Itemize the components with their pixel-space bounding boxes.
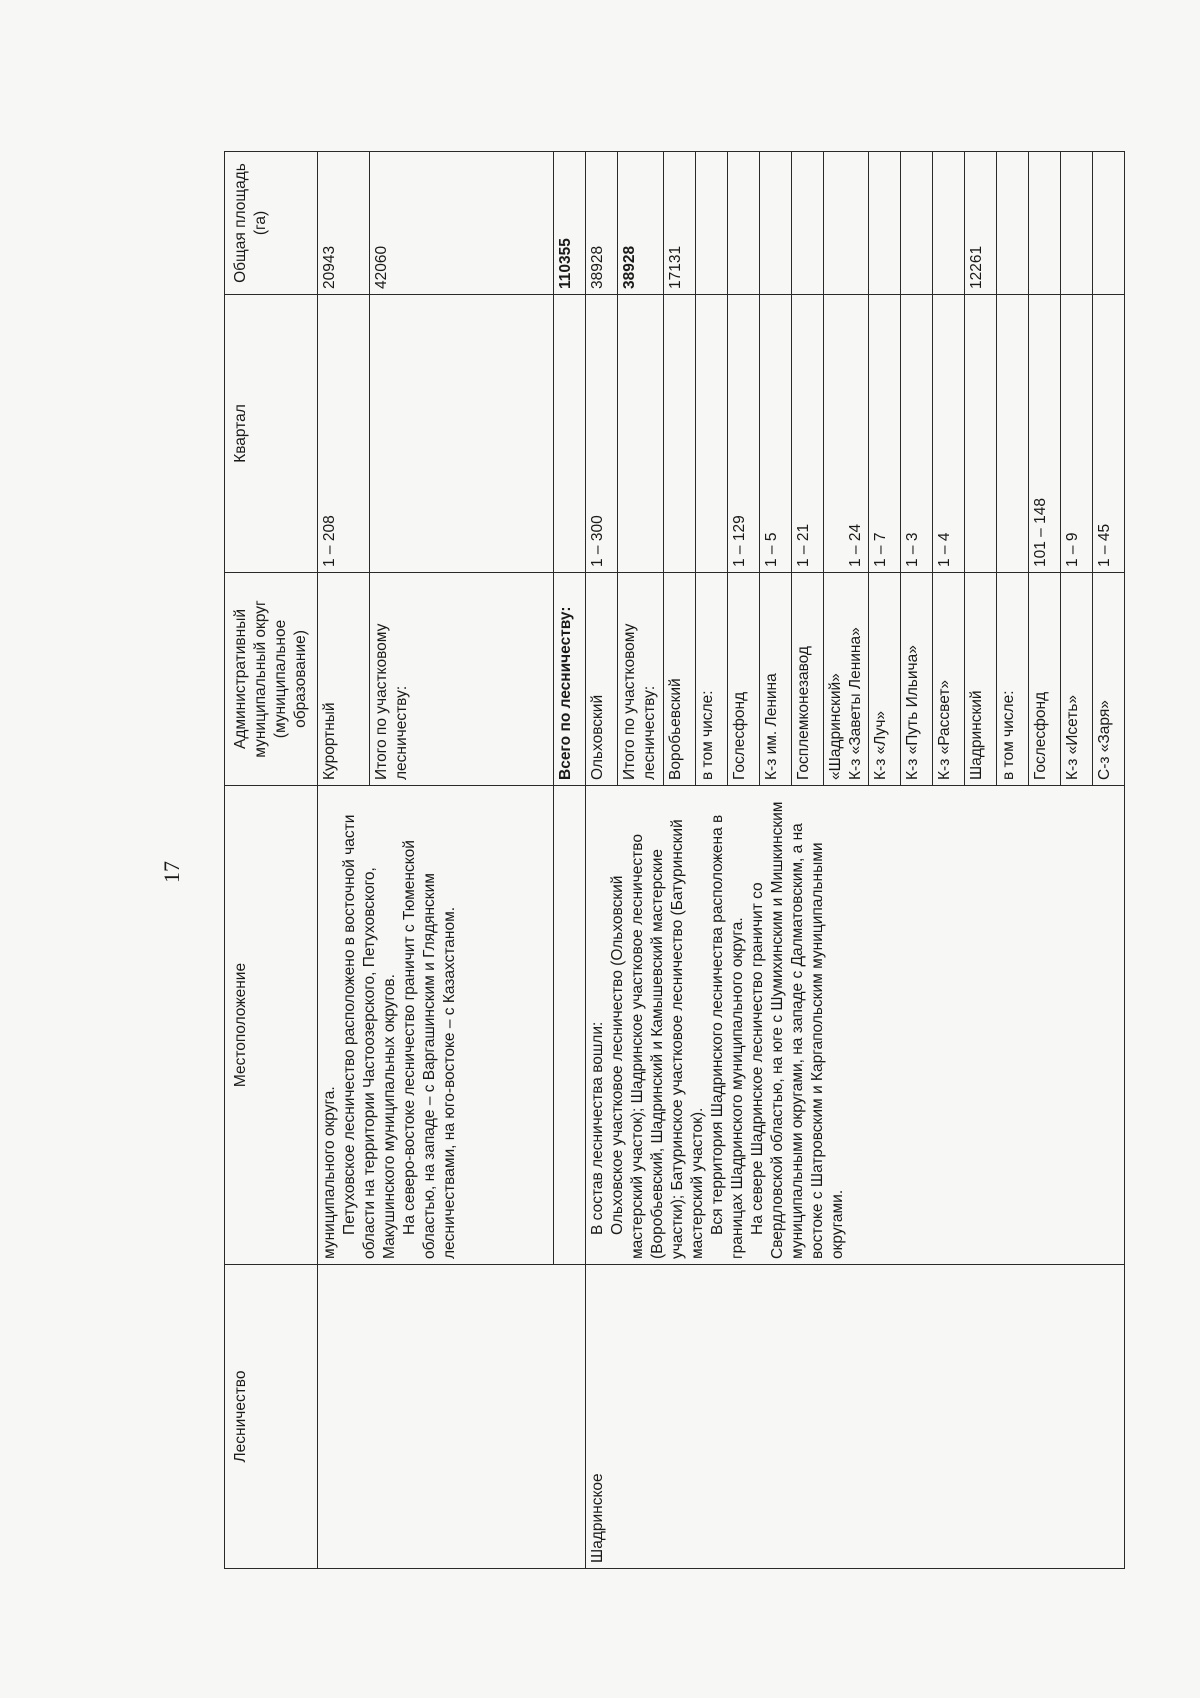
forestry-table-container bbox=[224, 152, 1117, 1569]
quarter-cell: 1 – 3 bbox=[901, 295, 933, 573]
location-text: Петуховское лесничество расположено в восточной части области на территории Частоозерского, Петуховского, Макушинского муниципальных округов. bbox=[341, 814, 398, 1259]
area-cell bbox=[1093, 152, 1125, 295]
header-quarter: Квартал bbox=[225, 295, 318, 573]
location-text: На севере Шадринское лесничество граничит со Свердловской областью, на юге с Шумихинским и Мишкинским муниципальными округами, на западе с Далматовским, а на востоке с Шатровским и Каргапольским муниципальными округами. bbox=[749, 801, 846, 1259]
area-cell bbox=[792, 152, 824, 295]
location-text: На северо-востоке лесничество граничит с Тюменской областью, на западе – с Варгашинским и Глядянским лесничествами, на юго-востоке – с Казахстаном. bbox=[401, 840, 458, 1259]
district-cell: К-з «Исеть» bbox=[1061, 573, 1093, 786]
district-cell: Воробьевский bbox=[664, 573, 696, 786]
forestry-table bbox=[224, 151, 1125, 1569]
quarter-cell: 1 – 45 bbox=[1093, 295, 1125, 573]
area-cell-subtotal: 38928 bbox=[618, 152, 664, 295]
district-cell: К-з «Рассвет» bbox=[933, 573, 965, 786]
district-cell: Госплемконезавод bbox=[792, 573, 824, 786]
location-text: Вся территория Шадринского лесничества расположена в границах Шадринского муниципального округа. bbox=[709, 814, 746, 1259]
header-forestry: Лесничество bbox=[225, 1265, 318, 1569]
quarter-cell: 1 – 300 bbox=[586, 295, 618, 573]
quarter-cell bbox=[618, 295, 664, 573]
quarter-cell: 101 – 148 bbox=[1029, 295, 1061, 573]
table-row bbox=[318, 152, 370, 1569]
area-cell-total: 110355 bbox=[554, 152, 586, 295]
district-cell: Гослесфонд bbox=[728, 573, 760, 786]
area-cell bbox=[901, 152, 933, 295]
area-cell bbox=[869, 152, 901, 295]
location-cell-shadrinskoe bbox=[586, 786, 1125, 1265]
forestry-cell-petukhovskoe bbox=[318, 1265, 586, 1569]
district-cell: Ольховский bbox=[586, 573, 618, 786]
district-cell: Шадринский bbox=[965, 573, 997, 786]
area-cell bbox=[997, 152, 1029, 295]
location-text: В состав лесничества вошли: bbox=[589, 1021, 606, 1235]
forestry-cell-shadrinskoe: Шадринское bbox=[586, 1265, 1125, 1569]
area-cell: 17131 bbox=[664, 152, 696, 295]
district-cell: К-з им. Ленина bbox=[760, 573, 792, 786]
header-area: Общая площадь (га) bbox=[225, 152, 318, 295]
district-cell: Курортный bbox=[318, 573, 370, 786]
header-district: Административный муниципальный округ (муниципальное образование) bbox=[225, 573, 318, 786]
area-cell bbox=[824, 152, 869, 295]
district-cell: Итого по участковому лесничеству: bbox=[370, 573, 554, 786]
area-cell bbox=[728, 152, 760, 295]
quarter-cell bbox=[965, 295, 997, 573]
district-cell: К-з «Путь Ильича» bbox=[901, 573, 933, 786]
district-text: «Шадринский» bbox=[827, 673, 844, 780]
area-cell bbox=[1029, 152, 1061, 295]
quarter-cell: 1 – 129 bbox=[728, 295, 760, 573]
quarter-cell: 1 – 208 bbox=[318, 295, 370, 573]
quarter-cell: 1 – 21 bbox=[792, 295, 824, 573]
location-text: муниципального округа. bbox=[321, 1086, 338, 1259]
quarter-cell bbox=[696, 295, 728, 573]
header-location: Местоположение bbox=[225, 786, 318, 1265]
quarter-cell: 1 – 5 bbox=[760, 295, 792, 573]
district-cell bbox=[824, 573, 869, 786]
area-cell bbox=[933, 152, 965, 295]
area-cell bbox=[760, 152, 792, 295]
area-cell: 42060 bbox=[370, 152, 554, 295]
quarter-cell: 1 – 24 bbox=[824, 295, 869, 573]
location-cell-petukhovskoe bbox=[318, 786, 554, 1265]
district-cell: в том числе: bbox=[696, 573, 728, 786]
area-cell: 20943 bbox=[318, 152, 370, 295]
page-number: 17 bbox=[159, 861, 184, 883]
district-cell: Гослесфонд bbox=[1029, 573, 1061, 786]
quarter-cell: 1 – 7 bbox=[869, 295, 901, 573]
district-cell: С-з «Заря» bbox=[1093, 573, 1125, 786]
quarter-cell bbox=[997, 295, 1029, 573]
district-text: К-з «Заветы Ленина» bbox=[847, 627, 864, 780]
table-row bbox=[586, 152, 618, 1569]
quarter-cell: 1 – 9 bbox=[1061, 295, 1093, 573]
quarter-cell bbox=[664, 295, 696, 573]
district-cell: Итого по участковому лесничеству: bbox=[618, 573, 664, 786]
district-cell-total: Всего по лесничеству: bbox=[554, 573, 586, 786]
quarter-cell bbox=[554, 295, 586, 573]
district-cell: К-з «Луч» bbox=[869, 573, 901, 786]
area-cell bbox=[1061, 152, 1093, 295]
quarter-cell: 1 – 4 bbox=[933, 295, 965, 573]
area-cell: 12261 bbox=[965, 152, 997, 295]
area-cell bbox=[696, 152, 728, 295]
header-row bbox=[225, 152, 318, 1569]
location-cell bbox=[554, 786, 586, 1265]
quarter-cell bbox=[370, 295, 554, 573]
district-cell: в том числе: bbox=[997, 573, 1029, 786]
location-text: Ольховское участковое лесничество (Ольховский мастерский участок); Шадринское участковое лесничество (Воробьевский, Шадринский и Камышевский мастерские участки); Батуринское участковое лесничество (Батуринский мастерский участок). bbox=[609, 819, 706, 1259]
area-cell: 38928 bbox=[586, 152, 618, 295]
